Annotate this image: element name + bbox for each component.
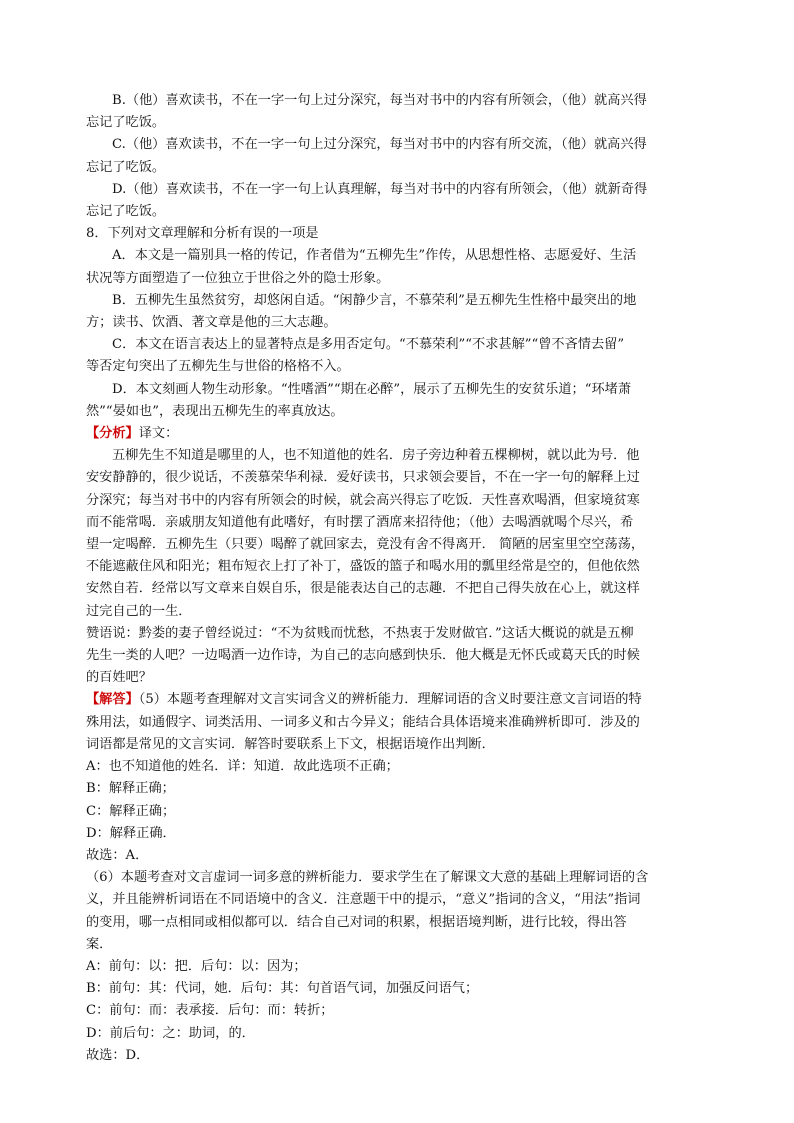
translation-line: 不能遮蔽住风和阳光；粗布短衣上打了补丁，盛饭的篮子和喝水用的瓢里经常是空的，但他依然: [86, 559, 640, 575]
q8-option-c-cont: 等否定句突出了五柳先生与世俗的格格不入。: [86, 359, 350, 375]
analysis-heading: [86, 423, 706, 445]
answer-part6-item: C：前句：而：表承接．后句：而：转折；: [86, 1003, 334, 1019]
answer-part6-line: 案．: [86, 936, 113, 952]
analysis-section: [86, 423, 706, 689]
analysis-tag-rest: 译文：: [138, 426, 179, 442]
answer-section: [86, 689, 706, 1066]
q8-option-c: C．本文在语言表达上的显著特点是多用否定句。“不慕荣利”“不求甚解”“曾不吝情去留”: [112, 337, 625, 353]
q8-block: [86, 223, 706, 423]
answer-part6-line: 的变用，哪一点相同或相似都可以．结合自己对词的积累，根据语境判断，进行比较，得出答: [86, 914, 627, 930]
answer-part5-choice: 故选：A．: [86, 847, 149, 863]
q8-option-a-cont: 状况等方面塑造了一位独立于世俗之外的隐士形象。: [86, 270, 390, 286]
translation-line: 五柳先生不知道是哪里的人，也不知道他的姓名．房子旁边种着五棵柳树，就以此为号．他: [112, 448, 640, 464]
translation-line: 望一定喝醉．五柳先生（只要）喝醉了就回家去，竟没有舍不得离开． 简陋的居室里空空荡荡，: [86, 537, 645, 553]
answer-part6-line: （6）本题考查对文言虚词一词多意的辨析能力．要求学生在了解课文大意的基础上理解词语的含: [86, 870, 649, 886]
analysis-tag: 【分析】: [86, 426, 139, 442]
q8-option-d: D．本文刻画人物生动形象。“性嗜酒”“期在必醉”，展示了五柳先生的安贫乐道；“环堵萧: [112, 381, 632, 397]
q7-option-b: B.（他）喜欢读书，不在一字一句上过分深究，每当对书中的内容有所领会，（他）就高兴得: [112, 93, 647, 108]
q8-option-d-cont: 然”“晏如也”，表现出五柳先生的率真放达。: [86, 403, 344, 419]
translation-line: 而不能常喝．亲戚朋友知道他有此嗜好，有时摆了酒席来招待他；（他）去喝酒就喝个尽兴，希: [86, 514, 634, 530]
q7-option-c: C.（他）喜欢读书，不在一字一句上过分深究，每当对书中的内容有所交流，（他）就高兴得: [112, 137, 647, 153]
answer-part6-line: 义，并且能辨析词语在不同语境中的含义．注意题干中的提示，“意义”指词的含义，“用法”指词: [86, 892, 641, 908]
q7-option-d-cont: 忘记了吃饭。: [86, 204, 166, 220]
answer-part5-line: 词语都是常见的文言实词．解答时要联系上下文，根据语境作出判断．: [86, 736, 495, 752]
translation-line: 分深究；每当对书中的内容有所领会的时候，就会高兴得忘了吃饭．天性喜欢喝酒，但家境贫寒: [86, 492, 640, 508]
q8-option-b-cont: 方；读书、饮酒、著文章是他的三大志趣。: [86, 315, 337, 331]
answer-part5-item: D：解释正确．: [86, 825, 176, 841]
q7-option-b-cont: 忘记了吃饭。: [86, 115, 166, 131]
answer-part5-item: A：也不知道他的姓名．详：知道．故此选项不正确；: [86, 759, 399, 775]
answer-part6-choice: 故选：D．: [86, 1047, 150, 1063]
answer-part6-item: A：前句：以：把．后句：以：因为；: [86, 958, 307, 974]
translation-line: 安安静静的，很少说话，不羡慕荣华利禄．爱好读书，只求领会要旨，不在一字一句的解释上过: [86, 470, 640, 486]
q7-options: [86, 90, 706, 223]
q7-option-d: D.（他）喜欢读书，不在一字一句上认真理解，每当对书中的内容有所领会，（他）就新奇得: [112, 181, 648, 197]
answer-heading: [86, 689, 706, 711]
q8-option-a: A．本文是一篇别具一格的传记，作者借为“五柳先生”作传，从思想性格、志愿爱好、生活: [112, 248, 637, 264]
translation-line: 过完自己的一生．: [86, 603, 192, 619]
document-page: [86, 90, 706, 1067]
zan-line: 赞语说：黔娄的妻子曾经说过：“不为贫贱而忧愁，不热衷于发财做官．”这话大概说的就是五柳: [86, 625, 634, 641]
answer-part5-line: 殊用法，如通假字、词类活用、一词多义和古今异义；能结合具体语境来准确辨析即可．涉及的: [86, 714, 640, 730]
answer-part5-first: （5）本题考查理解对文言实词含义的辨析能力．理解词语的含义时要注意文言词语的特: [138, 692, 642, 708]
answer-tag: 【解答】: [86, 692, 139, 708]
translation-line: 安然自若．经常以写文章来自娱自乐，很是能表达自己的志趣．不把自己得失放在心上，就这样: [86, 581, 640, 597]
answer-part5-item: C：解释正确；: [86, 803, 176, 819]
q8-option-b: B．五柳先生虽然贫穷，却悠闲自适。“闲静少言，不慕荣利”是五柳先生性格中最突出的地: [112, 292, 637, 308]
q8-title: 8．下列对文章理解和分析有误的一项是: [86, 226, 319, 242]
q7-option-c-cont: 忘记了吃饭。: [86, 159, 166, 175]
zan-line: 的百姓吧？: [86, 670, 152, 686]
answer-part5-item: B：解释正确；: [86, 781, 175, 797]
answer-part6-item: B：前句：其：代词，她．后句：其：句首语气词，加强反问语气；: [86, 981, 479, 997]
answer-part6-item: D：前后句：之：助词，的．: [86, 1025, 255, 1041]
zan-line: 先生一类的人吧？一边喝酒一边作诗，为自己的志向感到快乐．他大概是无怀氏或葛天氏的时候: [86, 648, 640, 664]
